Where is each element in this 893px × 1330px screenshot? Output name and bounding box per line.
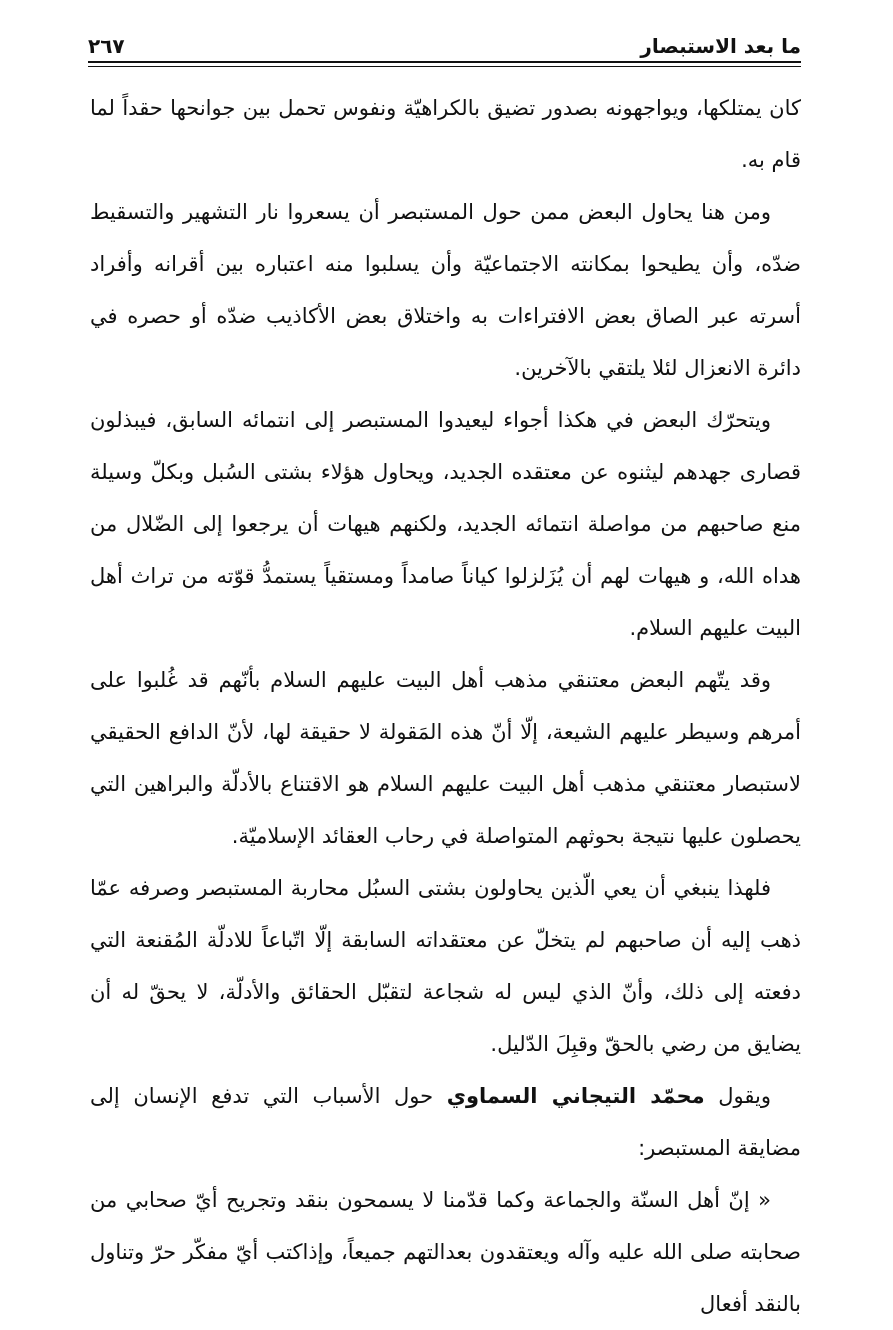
header-rule-thick — [88, 61, 801, 63]
paragraph-quote-intro — [90, 1070, 801, 1174]
paragraph-continuation: كان يمتلكها، ويواجهونه بصدور تضيق بالكراهيّة ونفوس تحمل بين جوانحها حقداً لما قام به. — [90, 96, 801, 172]
page-number: ٢٦٧ — [88, 34, 125, 58]
paragraph: ومن هنا يحاول البعض ممن حول المستبصر أن يسعروا نار التشهير والتسقيط ضدّه، وأن يطيحوا بمكانته الاجتماعيّة وأن يسلبوا منه اعتباره بين أقرانه وأفراد أسرته عبر الصاق بعض الافتراءات به واختلاق بعض الأكاذيب ضدّه أو حصره في دائرة الانعزال لئلا يلتقي بالآخرين. — [90, 200, 801, 380]
body-text — [90, 82, 801, 1330]
quote-intro-text: حول الأسباب التي تدفع الإنسان إلى مضايقة المستبصر: — [90, 1084, 801, 1160]
running-title: ما بعد الاستبصار — [640, 34, 801, 58]
paragraph: ويتحرّك البعض في هكذا أجواء ليعيدوا المستبصر إلى انتمائه السابق، فيبذلون قصارى جهدهم ليثنوه عن معتقده الجديد، ويحاول هؤلاء بشتى السُبل وبكلّ وسيلة منع صاحبهم من مواصلة انتمائه الجديد، ولكنهم هيهات أن يرجعوا إلى الضّلال من هداه الله، و هيهات لهم أن يُزَلزلوا كياناً صامداً ومستقياً يستمدُّ قوّته من تراث أهل البيت عليهم السلام. — [90, 408, 801, 640]
paragraph: فلهذا ينبغي أن يعي الّذين يحاولون بشتى السبُل محاربة المستبصر وصرفه عمّا ذهب إليه أن صاحبهم لم يتخلّ عن معتقداته السابقة إلّا اتّباعاً للادلّة المُقنعة التي دفعته إلى ذلك، وأنّ الذي ليس له شجاعة لتقبّل الحقائق والأدلّة، لا يحقّ له أن يضايق من رضي بالحقّ وقبِلَ الدّليل. — [90, 876, 801, 1056]
page-header — [88, 28, 801, 60]
quoted-paragraph: « إنّ أهل السنّة والجماعة وكما قدّمنا لا يسمحون بنقد وتجريح أيّ صحابي من صحابته صلى الله عليه وآله ويعتقدون بعدالتهم جميعاً، وإذاكتب أيّ مفكّر حرّ وتناول بالنقد أفعال — [90, 1188, 801, 1316]
header-rule-thin — [88, 66, 801, 67]
paragraph: وقد يتّهم البعض معتنقي مذهب أهل البيت عليهم السلام بأنّهم قد غُلبوا على أمرهم وسيطر عليهم الشيعة، إلّا أنّ هذه المَقولة لا حقيقة لها، لأنّ الدافع الحقيقي لاستبصار معتنقي مذهب أهل البيت عليهم السلام هو الاقتناع بالأدلّة والبراهين التي يحصلون عليها نتيجة بحوثهم المتواصلة في رحاب العقائد الإسلاميّة. — [90, 668, 801, 848]
author-name: محمّد التيجاني السماوي — [446, 1084, 705, 1108]
quote-intro-prefix: ويقول — [718, 1084, 771, 1108]
